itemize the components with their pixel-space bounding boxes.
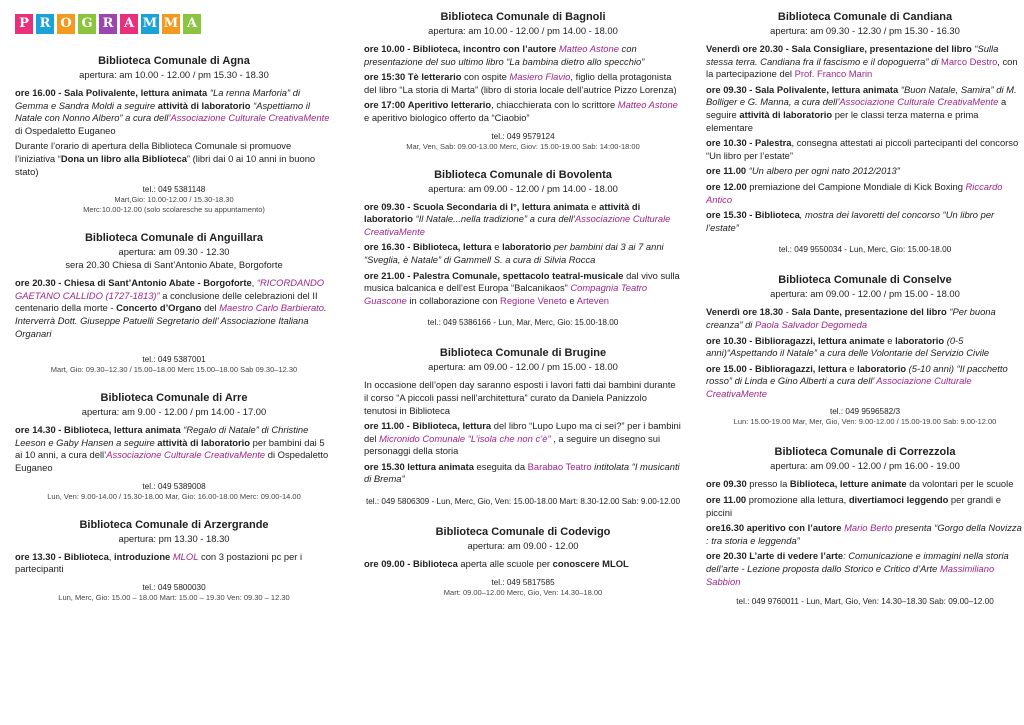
library-brugine [364,346,682,507]
library-title: Biblioteca Comunale di Correzzola [774,446,956,459]
library-candiana [706,10,1024,255]
event: ore 20.30 - Chiesa di Sant’Antonio Abate - Borgoforte, “RICORDANDO GAETANO CALLIDO (1727-1813)” a conclusione delle celebrazioni del II centenario della morte - Concerto d’Organo del Maestro Carlo Barbierato. Interverrà Dott. Giuseppe Patuelli Segretario dell’ Associazione Italiana Organari [15,277,327,339]
logo-letter: O [57,14,75,34]
library-times: Lun, Merc, Gio: 15.00 – 18.00 Mart: 15.00 – 19.30 Ven: 09.30 – 12.30 [58,592,290,602]
event: ore 15:30 Tè letterario con ospite Masiero Flavio, figlio della protagonista del libro “La storia di Marta” (libro di storia locale dell’autrice Pizzo Lorenza) [364,71,677,95]
logo-letter: M [162,14,180,34]
opening-hours: apertura: am 09.30 - 12.30 / pm 15.30 - 16.30 [770,25,960,36]
event: ore 15.30 - Biblioteca, mostra dei lavoretti del concorso “Un libro per l’estate” [706,209,995,233]
library-title: Biblioteca Comunale di Bagnoli [440,11,606,23]
telephone: tel.: 049 9760011 - Lun, Mart, Gio, Ven: 14.30–18.30 Sab: 09.00–12.00 [736,597,994,607]
telephone: tel.: 049 5386166 - Lun, Mar, Merc, Gio: 15.00-18.00 [427,318,619,328]
telephone: tel.: 049 5806309 - Lun, Merc, Gio, Ven: 15.00-18.00 Mart: 8.30-12.00 Sab: 9.00-12.00 [365,497,681,507]
event: ore 13.30 - Biblioteca, introduzione MLOL con 3 postazioni pc per i partecipanti [15,550,303,575]
library-times: Merc:10.00-12.00 (solo scolaresche su appuntamento) [83,205,265,215]
library-title: Biblioteca Comunale di Codevigo [435,526,611,539]
event: ore 09.30 presso la Biblioteca, letture animate da volontari per le scuole [706,478,1014,490]
library-times: Mar, Ven, Sab: 09.00-13.00 Merc, Giov: 15.00-19.00 Sab: 14:00-18:00 [406,141,640,151]
opening-hours: apertura: am 10.00 - 12.00 / pm 14.00 - 18.00 [428,25,618,36]
opening-hours: apertura: am 9.00 - 12.00 / pm 14.00 - 17.00 [81,406,267,418]
opening-hours: apertura: am 09.00 - 12.00 / pm 15.00 - 18.00 [428,361,618,373]
event: Durante l’orario di apertura della Biblioteca Comunale si promuove l’iniziativa “Dona un libro alla Biblioteca” (libri dai 0 ai 10 anni in buono stato) [15,140,316,177]
library-bovolenta [364,168,682,329]
opening-hours: apertura: am 09.00 - 12.00 / pm 14.00 - 18.00 [428,182,618,194]
opening-hours: apertura: am 09.30 - 12.30 [118,246,230,258]
logo-letter: A [120,14,138,34]
library-times: Mart, Gio: 09.30–12.30 / 15.00–18.00 Merc 15.00–18.00 Sab 09.30–12.30 [50,365,298,375]
library-title: Biblioteca Comunale di Anguillara [84,232,264,245]
column-right [706,0,1024,607]
opening-hours: apertura: am 09.00 - 12.00 [467,540,579,552]
library-title: Biblioteca Comunale di Conselve [778,274,952,287]
library-times: Mart,Gio: 10.00-12.00 / 15.30-18.30 [114,195,234,205]
library-arzergrande [15,518,333,603]
event: ore 10.00 - Biblioteca, incontro con l’autore Matteo Astone con presentazione del suo ultimo libro “La bambina dietro allo specchio” [364,43,645,67]
library-codevigo [364,525,682,598]
logo-letter: R [99,14,117,34]
library-times: Lun: 15.00-19.00 Mar, Mer, Gio, Ven: 9.00-12.00 / 15.00-19.00 Sab: 9.00-12.00 [733,417,997,427]
event: Venerdì ore 18.30 - Sala Dante, presentazione del libro “Per buona creanza” di Paola Salvador Degomeda [706,306,996,330]
event: ore 14.30 - Biblioteca, lettura animata “Regalo di Natale” di Christine Leeson e Gaby Hansen a seguire attività di laboratorio per bambini dai 5 ai 10 anni, a cura dell’Associazione Culturale CreativaMente di Ospedaletto Euganeo [15,424,329,473]
library-title: Biblioteca Comunale di Agna [98,55,250,67]
opening-hours: apertura: am 10.00 - 12.00 / pm 15.30 - 18.30 [79,69,269,80]
event: ore 11.00 “Un albero per ogni nato 2012/2013” [706,165,900,177]
programma-logo [15,14,333,40]
event: ore 09.30 - Sala Polivalente, lettura animata “Buon Natale, Samira” di M. Bolliger e G. Manna, a cura dell’Associazione Culturale CreativaMente a seguire attività di laboratorio per le classi terza materna e prima elementare [706,83,1017,133]
library-bagnoli [364,10,682,152]
event: ore 10.30 - Biblioragazzi, lettura animate e laboratorio (0-5 anni)“Aspettando il Natale” a cura delle Volontarie del Servizio Civile [706,334,990,359]
library-times: Mart: 09.00–12.00 Merc, Gio, Ven: 14.30–18.00 [443,587,603,597]
logo-letter: M [141,14,159,34]
logo-letter: R [36,14,54,34]
opening-hours: apertura: am 09.00 - 12.00 / pm 15.00 - 18.00 [770,288,960,300]
event: ore 17:00 Aperitivo letterario, chiacchierata con lo scrittore Matteo Astone e aperitivo biologico offerto da “Ciaobio” [364,99,678,123]
library-arre [15,391,333,501]
event: ore 16.30 - Biblioteca, lettura e laboratorio per bambini dai 3 ai 7 anni “Sveglia, è Natale” di Gammell S. a cura di Silvia Rocca [364,241,664,265]
event: ore 09.00 - Biblioteca aperta alle scuole per conoscere MLOL [364,558,629,570]
event: ore 12.00 premiazione del Campione Mondiale di Kick Boxing Riccardo Antico [706,180,1003,205]
telephone: tel.: 049 9596582/3 [829,407,901,417]
event: ore 10.30 - Palestra, consegna attestati ai piccoli partecipanti del concorso “Un libro per l’estate” [706,137,1019,161]
event-intro: In occasione dell’open day saranno esposti i lavori fatti dai bambini durante il corso “A piccoli passi nell’architettura” curato da Daniela Panizzolo tenutosi in Biblioteca [364,379,676,416]
library-title: Biblioteca Comunale di Brugine [439,347,607,360]
event: Venerdì ore 20.30 - Sala Consigliare, presentazione del libro “Sulla stessa terra. Candiana fra il fascismo e il dopoguerra” di Marco Destro, con la partecipazione del Prof. Franco Marin [706,43,1018,80]
logo-letter: P [15,14,33,34]
library-title: Biblioteca Comunale di Bovolenta [434,168,612,181]
telephone: tel.: 049 5387001 [142,355,206,365]
telephone: tel.: 049 5800030 [142,582,206,592]
column-middle [364,0,682,598]
event: ore 21.00 - Palestra Comunale, spettacolo teatral-musicale dal vivo sulla musica balcanica e dell’est Europa “Balcanikaos” Compagnia Teatro Guascone in collaborazione con Regione Veneto e Arteven [364,269,680,306]
logo-letter: G [78,14,96,34]
event: ore 16.00 - Sala Polivalente, lettura animata “La renna Marforia” di Gemma e Sandra Moldi a seguire attività di laboratorio “Aspettiamo il Natale con Nonno Albero” a cura dell’Associazione Culturale CreativaMente di Ospedaletto Euganeo [15,87,330,136]
telephone: tel.: 049 5381148 [142,185,206,195]
event: ore 11.00 - Biblioteca, lettura del libro “Lupo Lupo ma ci sei?” per i bambini del Micronido Comunale “L’isola che non c’è” , a seguire un disegno sui personaggi della storia [364,420,681,457]
telephone: tel.: 049 9550034 - Lun, Merc, Gio: 15.00-18.00 [778,245,952,255]
telephone: tel.: 049 5389008 [142,481,206,491]
opening-hours: apertura: pm 13.30 - 18.30 [118,532,230,544]
logo-letter: A [183,14,201,34]
opening-hours: apertura: am 09.00 - 12.00 / pm 16.00 - 19.00 [770,460,960,472]
library-title: Biblioteca Comunale di Arre [100,392,248,405]
event: ore 15.00 - Biblioragazzi, lettura e laboratorio (5-10 anni) “Il pacchetto rosso” di Linda e Gino Alberti a cura dell’ Associazione Culturale CreativaMente [706,362,1008,399]
venue: sera 20.30 Chiesa di Sant’Antonio Abate, Borgoforte [65,259,283,271]
column-left [15,0,333,603]
event: ore 15.30 lettura animata eseguita da Barabao Teatro intitolata “I musicanti di Brema” [364,460,680,485]
library-conselve [706,273,1024,427]
event: ore16.30 aperitivo con l’autore Mario Berto presenta “Gorgo della Novizza : tra storia e leggenda” [706,522,1022,546]
telephone: tel.: 049 5817585 [491,577,555,587]
library-agna [15,54,333,215]
library-title: Biblioteca Comunale di Candiana [777,11,953,23]
library-anguillara [15,231,333,375]
telephone: tel.: 049 9579124 [491,131,555,141]
event: ore 11.00 promozione alla lettura, divertiamoci leggendo per grandi e piccini [706,494,1001,518]
event: ore 09.30 - Scuola Secondaria di I°, lettura animata e attività di laboratorio “Il Natale...nella tradizione” a cura dell’Associazione Culturale CreativaMente [364,200,671,237]
library-correzzola [706,445,1024,607]
event: ore 20.30 L’arte di vedere l’arte: Comunicazione e immagini nella storia dell’arte - Lezione proposta dallo Storico e Critico d’Arte Massimiliano Sabbion [706,550,1009,587]
library-title: Biblioteca Comunale di Arzergrande [79,518,269,531]
library-times: Lun, Ven: 9.00-14.00 / 15.30-18.00 Mar, Gio: 16.00-18.00 Merc: 09.00-14.00 [47,491,301,501]
